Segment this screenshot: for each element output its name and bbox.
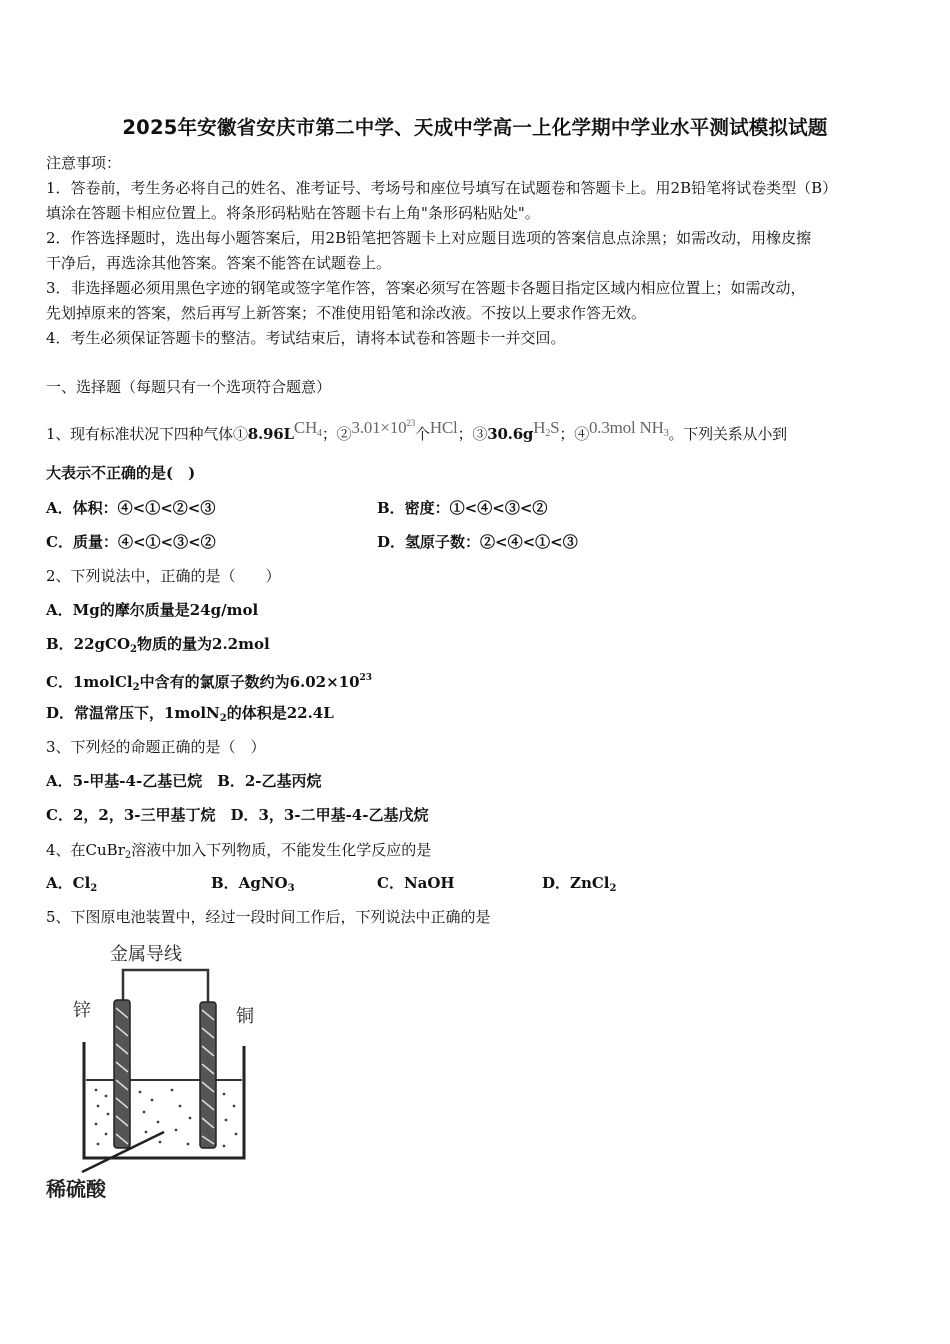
q1-formula-nh3: 0.3mol NH3 [589,418,669,439]
fig-wire [123,970,208,1004]
q3-options-cd: C．2，2，3-三甲基丁烷 D．3，3-二甲基-4-乙基戊烷 [46,806,429,824]
q3-options-ab: A．5-甲基-4-乙基已烷 B．2-乙基丙烷 [46,772,322,790]
notice-heading: 注意事项： [46,154,122,172]
q4-option-c: C．NaOH [377,874,455,892]
q4-option-d: D．ZnCl$_2$ [542,874,617,894]
q1-text-k: ；④ [559,425,589,443]
fig-beaker [84,1042,244,1158]
q1-text-h: ；③ [457,425,488,443]
fig-label-zinc: 锌 [73,1000,91,1021]
q4-option-a: A．$Cl_2$ [46,874,98,894]
section-heading: 一、选择题（每题只有一个选项符合题意） [46,378,332,396]
q1-formula-h2s: H2S [533,418,560,439]
fig-label-wire: 金属导线 [110,944,182,965]
page-title: 2025年安徽省安庆市第二中学、天成中学高一上化学期中学业水平测试模拟试题 [122,116,828,139]
q1-text-d: ；② [321,425,352,443]
q1-text-b: 8.96L [247,425,294,443]
q1-formula-hcl: HCl [429,418,458,437]
notice-line-1: 1．答卷前，考生务必将自己的姓名、准考证号、考场号和座位号填写在试题卷和答题卡上。用2B铅笔将试卷类型（B） [46,179,838,197]
notice-line-4: 干净后，再选涂其他答案。答案不能答在试题卷上。 [46,254,392,272]
q1-text-a: 1、现有标准状况下四种气体① [46,425,248,443]
notice-line-7: 4．考生必须保证答题卡的整洁。考试结束后，请将本试卷和答题卡一并交回。 [46,329,566,347]
q4-option-b: B．AgNO$_3$ [211,874,295,894]
q1-stem [46,413,787,444]
notice-line-6: 先划掉原来的答案，然后再写上新答案；不准使用铅笔和涂改液。不按以上要求作答无效。 [46,304,647,322]
notice-line-2: 填涂在答题卡相应位置上。将条形码粘贴在答题卡右上角"条形码粘贴处"。 [46,204,540,222]
q5-stem: 5、下图原电池装置中，经过一段时间工作后，下列说法中正确的是 [46,908,491,926]
fig-label-acid: 稀硫酸 [46,1177,106,1201]
q2-option-d: D．常温常压下，1molN$_2$的体积是22.4L [46,704,334,724]
q2-option-a: A．Mg的摩尔质量是24g/mol [46,601,259,619]
fig-label-copper: 铜 [236,1006,254,1027]
q1-text-m: 。下列关系从小到 [668,425,787,443]
q4-stem: 4、在CuBr$_2$溶液中加入下列物质，不能发生化学反应的是 [46,841,432,861]
q2-option-c: C．1molCl$_2$中含有的氯原子数约为$6.02\times 10^{23}$ [46,673,373,693]
q3-stem: 3、下列烃的命题正确的是（ ） [46,738,266,756]
q1-text-i: 30.6g [487,425,534,443]
q1-option-c: C．质量：④<①<③<② [46,533,216,551]
notice-line-3: 2．作答选择题时，选出每小题答案后，用2B铅笔把答题卡上对应题目选项的答案信息点涂黑；如需改动，用橡皮擦 [46,229,812,247]
q1-formula-ch4: CH4 [293,418,322,439]
q2-stem: 2、下列说法中，正确的是（ ） [46,567,281,585]
fig-copper-electrode [200,1002,216,1148]
q1-option-b: B．密度：①<④<③<② [377,499,548,517]
q1-option-d: D．氢原子数：②<④<①<③ [377,533,578,551]
galvanic-cell-figure [40,938,280,1208]
q1-option-a: A．体积：④<①<②<③ [46,499,216,517]
q2-option-b: B．22gCO$_2$物质的量为2.2mol [46,635,270,655]
q1-stem-line2: 大表示不正确的是( ) [46,464,196,482]
notice-line-5: 3．非选择题必须用黑色字迹的钢笔或签字笔作答，答案必须写在答题卡各题目指定区域内相应位置上；如需改动， [46,279,806,297]
q1-formula-count: $3.01\times 10^{23}$ [351,418,416,437]
q1-text-f: 个 [415,425,430,443]
